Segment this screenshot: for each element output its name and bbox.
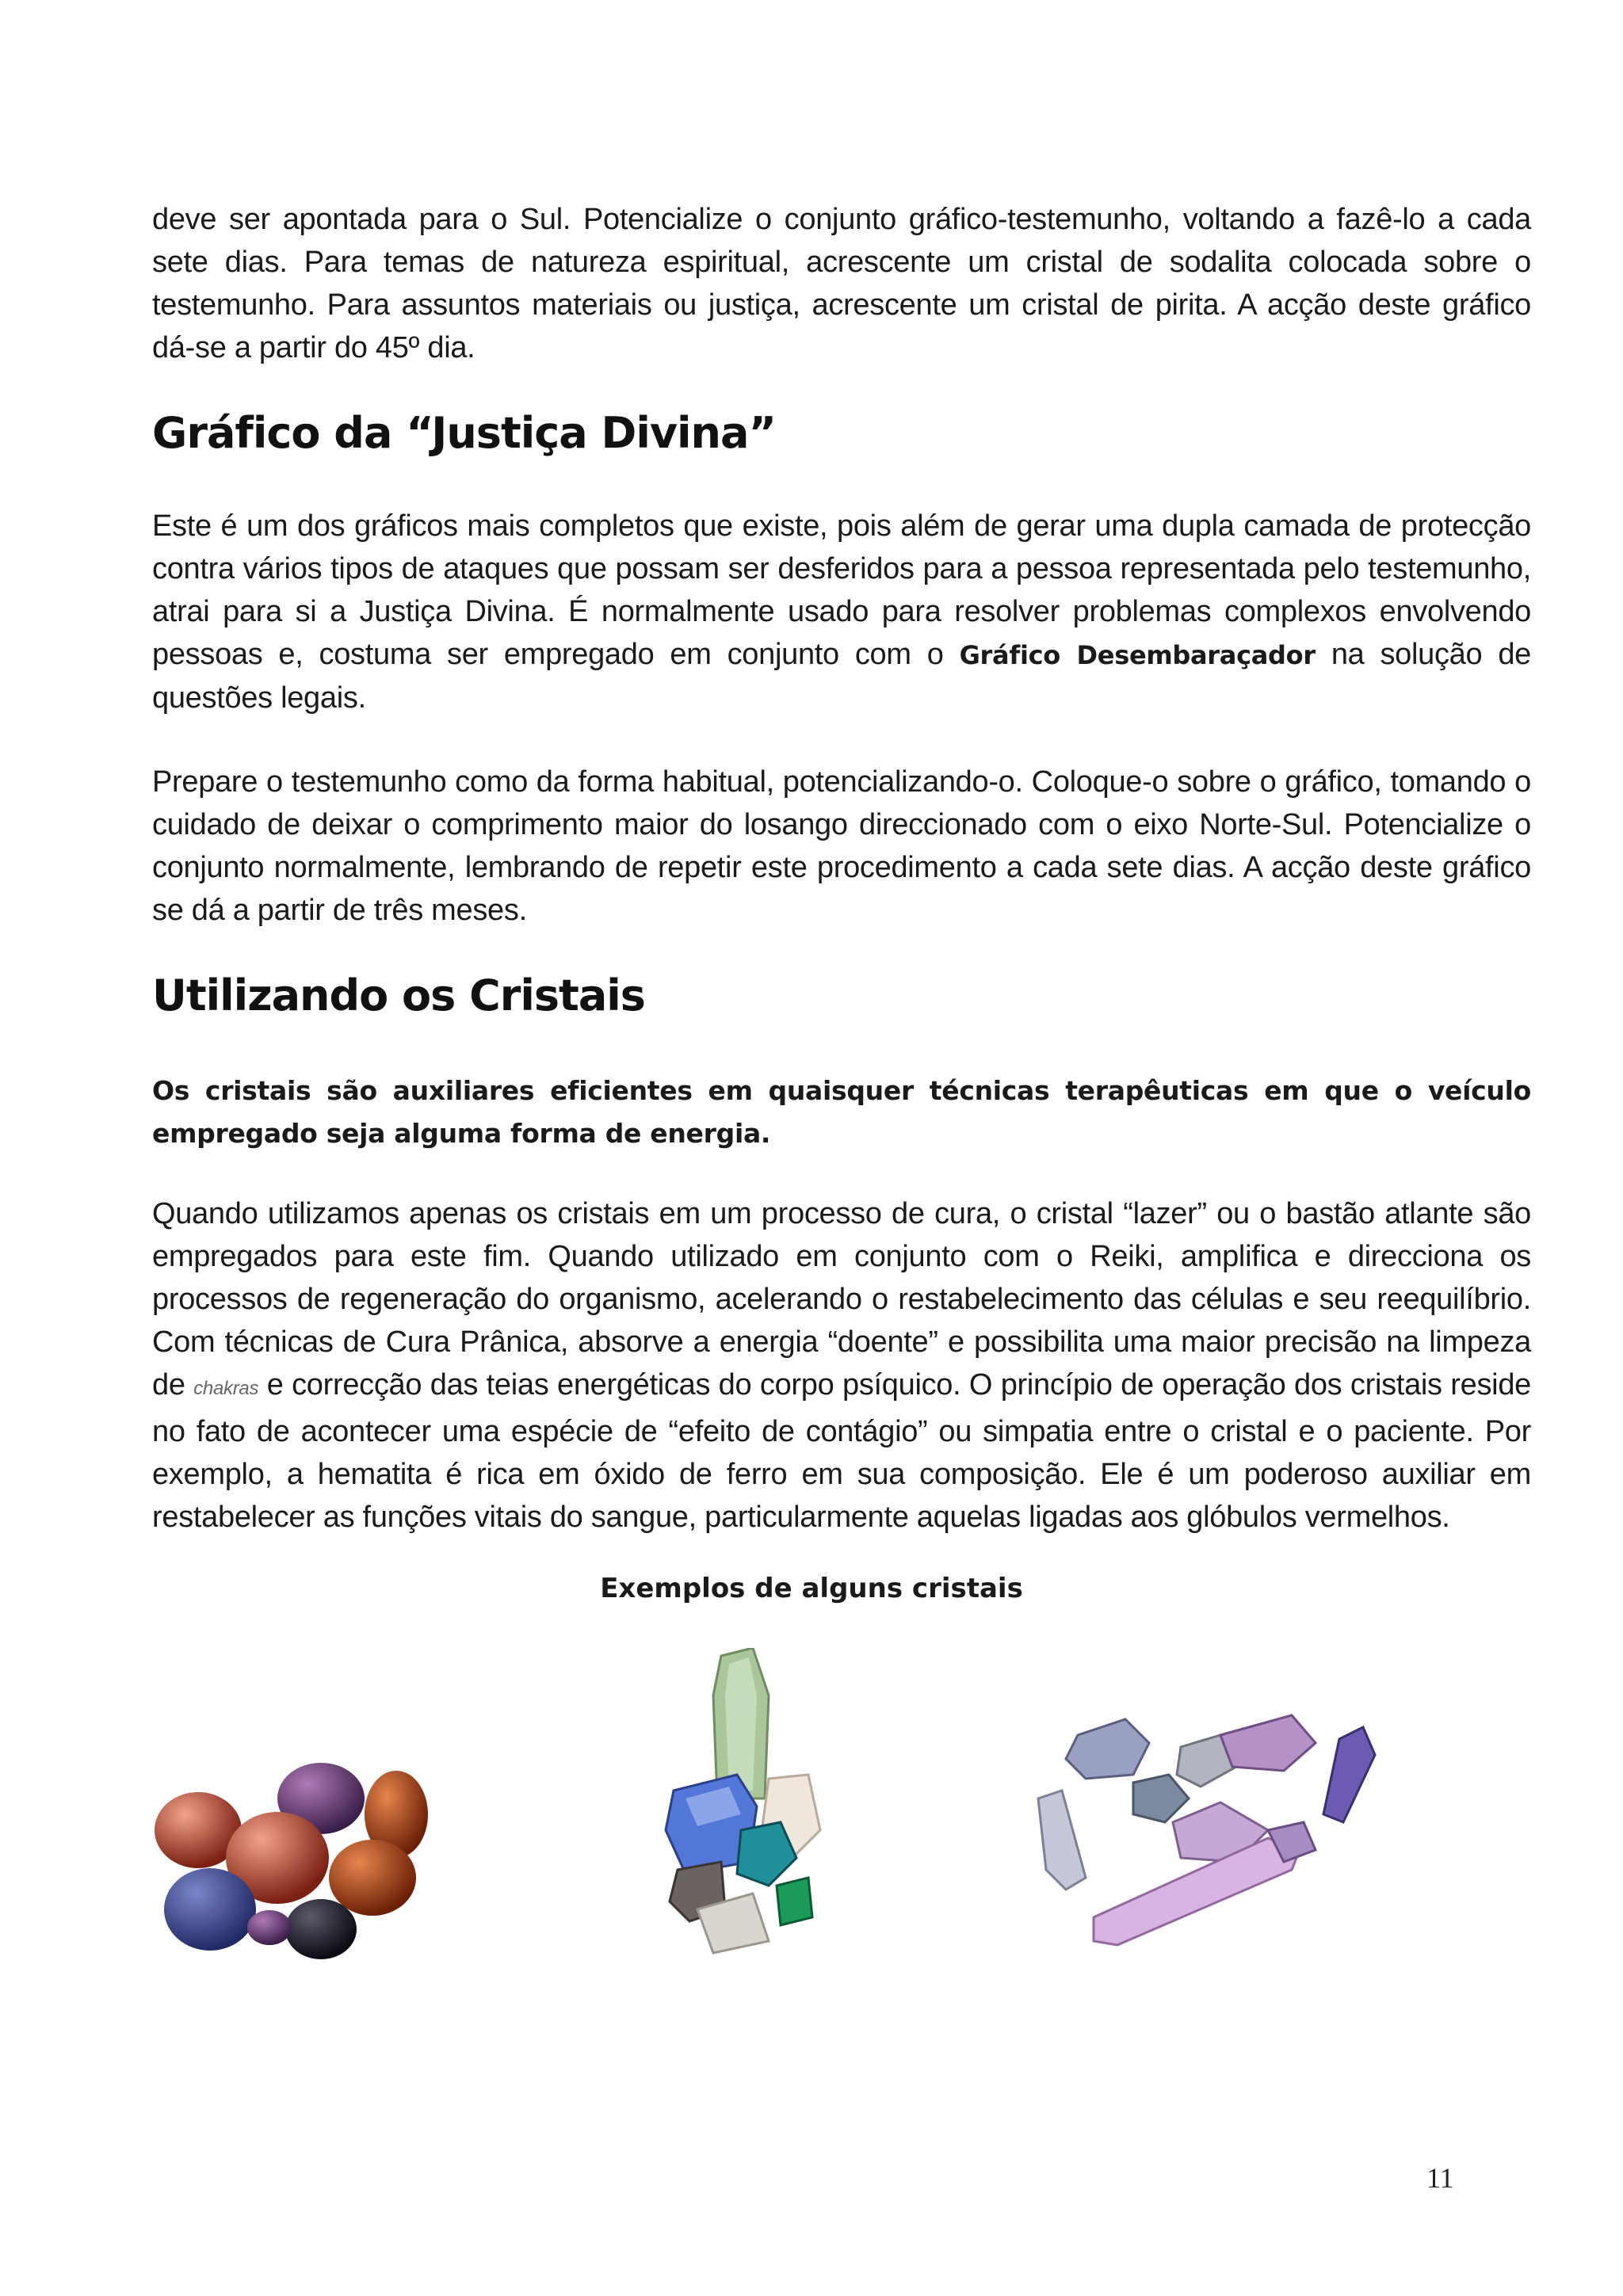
justica-paragraph-2: Prepare o testemunho como da forma habitual, potencializando-o. Coloque-o sobre o gráfico, tomando o cuidado de deixar o comprimento maior do losango direccionado com o eixo Norte-Sul. Potencialize o conjunto normalmente, lembrando de repetir este procedimento a cada sete dias. A acção deste gráfico se dá a partir de três meses. (152, 765, 1531, 927)
cristais-paragraph (152, 1192, 1531, 1539)
heading-utilizando-cristais: Utilizando os Cristais (152, 971, 645, 1020)
tumbled-stones-image (151, 1739, 444, 1961)
cristais-bold-paragraph: Os cristais são auxiliares eficientes em quaisquer técnicas terapêuticas em que o veículo empregado seja alguma forma de energia. (152, 1075, 1531, 1149)
grafico-desembaracador-term: Gráfico Desembaraçador (959, 640, 1316, 670)
raw-crystals-image (1030, 1711, 1379, 1949)
figure-caption: Exemplos de alguns cristais (600, 1573, 1023, 1604)
page-number: 11 (1426, 2162, 1454, 2194)
crystal-cluster-image (650, 1648, 832, 1957)
justica-paragraph-1-text-a: Este é um dos gráficos mais completos que existe, pois além de gerar uma dupla camada de protecção contra vários tipos de ataques que possam ser desferidos para a pessoa representada pelo testemunho, atrai para si a Justiça Divina. É normalmente usado para resolver problemas complexos envolvendo pessoas e, costuma ser empregado em conjunto com o (152, 509, 1531, 671)
justica-paragraph-1-text-b: na solução de questões legais. (152, 638, 1532, 715)
cristais-paragraph-text-a: Quando utilizamos apenas os cristais em um processo de cura, o cristal “lazer” ou o bastão atlante são empregados para este fim. Quando utilizado em conjunto com o Reiki, amplifica e direcciona os processos de regeneração do organismo, acelerando o restabelecimento das células e seu reequilíbrio. Com técnicas de Cura Prânica, absorve a energia “doente” e possibilita uma maior precisão na limpeza de (152, 1197, 1531, 1402)
cristais-paragraph-text-b: e correcção das teias energéticas do corpo psíquico. O princípio de operação dos cristais reside no fato de acontecer uma espécie de “efeito de contágio” ou simpatia entre o cristal e o paciente. Por exemplo, a hematita é rica em óxido de ferro em sua composição. Ele é um poderoso auxiliar em restabelecer as funções vitais do sangue, particularmente aquelas ligadas aos glóbulos vermelhos. (152, 1368, 1531, 1534)
intro-paragraph: deve ser apontada para o Sul. Potencialize o conjunto gráfico-testemunho, voltando a fazê-lo a cada sete dias. Para temas de natureza espiritual, acrescente um cristal de sodalita colocada sobre o testemunho. Para assuntos materiais ou justiça, acrescente um cristal de pirita. A acção deste gráfico dá-se a partir do 45º dia. (152, 203, 1531, 364)
justica-paragraph-1 (152, 505, 1531, 719)
heading-justica-divina: Gráfico da “Justiça Divina” (152, 408, 776, 458)
chakras-term: chakras (193, 1378, 259, 1399)
